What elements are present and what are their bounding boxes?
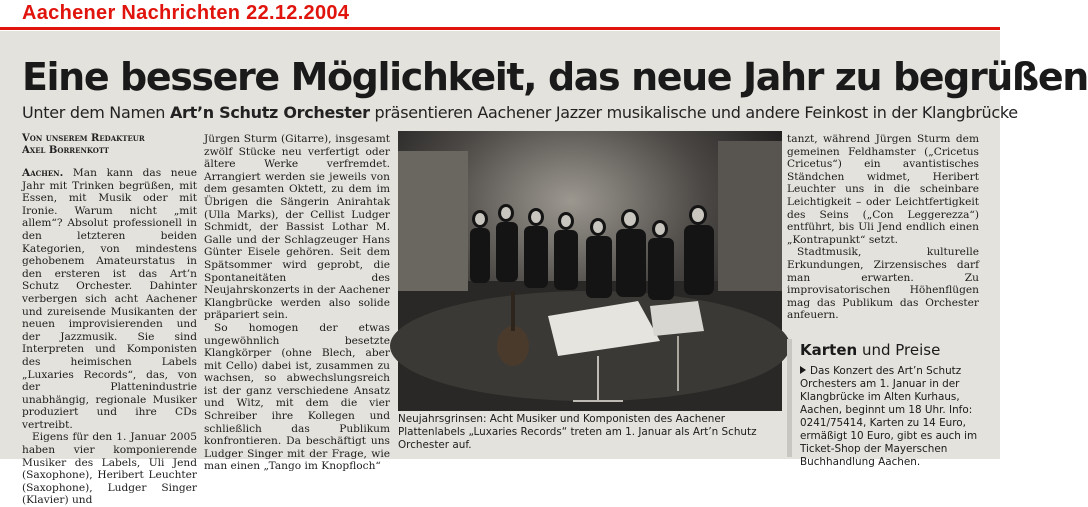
newspaper-clipping [0,31,1088,507]
article-column-2 [204,133,390,473]
infobox-body-text: Das Konzert des Art’n Schutz Orchesters am 1. Januar in der Klangbrücke im Alten Kurhaus, Aachen, beginnt um 18 Uhr. Info: 0241/75414, Karten zu 14 Euro, ermäßigt 10 Euro, gibt es auch im Ticket-Shop der Mayerschen Buchhandlung Aachen. [800,365,978,468]
infobox-body [800,365,982,469]
byline [22,133,145,157]
paragraph-works: tanzt, während Jürgen Sturm dem gemeinen Feldhamster („Cricetus Cricetus“) ein avantistisches Ständchen widmet, Heribert Leuchter uns in die scheinbare Leichtigkeit – oder Leichtfertigkeit des Seins („Con Leggerezza“) entführt, bis Uli Jend endlich einen „Kontrapunkt“ setzt. [787,133,979,246]
article-column-4 [787,133,979,333]
band-photo-illustration [398,131,782,411]
infobox-title-bold: Karten [800,341,858,359]
paragraph-ensemble: Jürgen Sturm (Gitarre), insgesamt zwölf Stücke neu verfertigt oder ältere Werke verfremdet. Arrangiert werden sie jeweils von dem gesamten Oktett, zu dem im Übrigen die Sängerin Anirahtak (Ulla Marks), der Cellist Ludger Schmidt, der Bassist Lothar M. Galle und der Schlagzeuger Hans Günter Eisele gehören. Seit dem Spätsommer wird geprobt, die Spontaneitäten des Neujahrskonzerts in der Aachener Klangbrücke werden also solide präpariert sein. [204,133,390,322]
article-headline: Eine bessere Möglichkeit, das neue Jahr zu begrüßen [22,55,1088,99]
paragraph-expectations: Stadtmusik, kulturelle Erkundungen, Zirzensisches darf man erwarten. Zu improvisatorischen Höhenflügen mag das Publikum das Orchester anfeuern. [787,246,979,322]
paragraph-composers: Eigens für den 1. Januar 2005 haben vier komponierende Musiker des Labels, Uli Jend (Saxophone), Heribert Leuchter (Saxophone), Ludger Singer (Klavier) und [22,431,197,507]
byline-author: Axel Borrenkott [22,145,110,156]
infobox-title-rest: und Preise [857,341,941,359]
photo-caption: Neujahrsgrinsen: Acht Musiker und Komponisten des Aachener Plattenlabels „Luxaries Records“ treten am 1. Januar als Art’n Schutz Orchester auf. [398,413,757,451]
paragraph-intro [22,167,197,431]
infobox-title [800,341,940,359]
masthead-rule [0,27,1000,30]
deck-orchestra-name: Art’n Schutz Orchester [169,103,370,122]
arrow-right-icon [800,366,806,374]
masthead-title: Aachener Nachrichten 22.12.2004 [22,2,350,24]
band-photo [398,131,782,411]
article-column-1 [22,167,197,507]
dateline: Aachen. [22,167,64,179]
byline-role: Von unserem Redakteur [22,133,145,144]
masthead [0,0,1000,30]
paragraph-intro-text: Man kann das neue Jahr mit Trinken begrüßen, mit Essen, mit Musik oder mit Ironie. Warum nicht „mit allem“? Absolut professionell in den letzteren beiden Kategorien, von mindestens gehobenem Amateurstatus in den ersteren ist das Art’n Schutz Orchester. Dahinter verbergen sich acht Aachener und zureisende Musikanten der neuen improvisierenden und der Jazzmusik. Sie sind Interpreten und Komponisten des heimischen Labels „Luxaries Records“, das, von der Plattenindustrie unabhängig, regionale Musiker produziert und ihre CDs vertreibt. [22,167,197,431]
tickets-infobox [787,339,984,468]
deck-text-post: präsentieren Aachener Jazzer musikalische und andere Feinkost in der Klangbrücke [369,103,1018,122]
paragraph-sound: So homogen der etwas ungewöhnlich besetzte Klangkörper (ohne Blech, aber mit Cello) dabei ist, zusammen zu wachsen, so abwechslungsreich ist der ganz verschiedene Ansatz und Witz, mit dem die vier Schreiber ihre Kollegen und schließlich das Publikum konfrontieren. Da beschäftigt uns Ludger Singer mit der Frage, wie man einen „Tango im Knopfloch“ [204,321,390,473]
deck-text-pre: Unter dem Namen [22,103,170,122]
article-subheadline [22,103,1018,122]
